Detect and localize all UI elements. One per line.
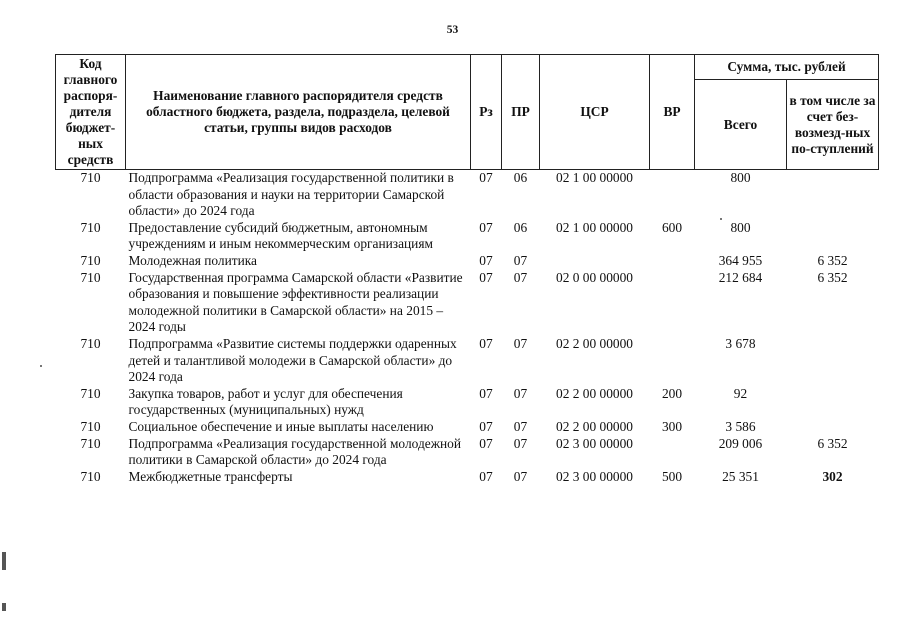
- cell-rz: 07: [479, 335, 493, 351]
- header-name: Наименование главного распорядителя средств областного бюджета, раздела, подраздела, целевой статьи, группы видов расходов: [126, 55, 471, 170]
- budget-table: [55, 54, 879, 485]
- cell-total: 92: [733, 385, 748, 401]
- cell-vr: [650, 336, 695, 386]
- cell-name: Молодежная политика: [128, 252, 258, 268]
- cell-csr: 02 2 00 00000: [556, 385, 633, 401]
- cell-rz: 07: [479, 269, 493, 285]
- cell-total: 3 586: [725, 418, 756, 434]
- cell-total: 800: [730, 219, 751, 235]
- cell-name: Закупка товаров, работ и услуг для обеспечения государственных (муниципальных) нужд: [128, 385, 403, 418]
- header-csr: ЦСР: [540, 55, 650, 170]
- cell-csr: 02 1 00 00000: [556, 219, 633, 235]
- cell-name: Подпрограмма «Реализация государственной молодежной политики в Самарской области» до 2024 года: [128, 435, 461, 468]
- cell-code: 710: [80, 269, 101, 285]
- cell-incl: [787, 220, 879, 253]
- cell-incl: 6 352: [817, 435, 848, 451]
- scan-mark-left-lower: [2, 603, 6, 611]
- cell-pr: 07: [513, 335, 528, 351]
- cell-vr: [650, 170, 695, 220]
- cell-vr: 600: [661, 219, 683, 235]
- cell-pr: 07: [513, 435, 528, 451]
- cell-incl: [787, 386, 879, 419]
- table-row: [56, 270, 879, 336]
- cell-code: 710: [80, 385, 101, 401]
- header-incl: в том числе за счет без-возмезд-ных по-ступлений: [787, 80, 879, 170]
- cell-pr: 06: [513, 219, 528, 235]
- cell-incl: [787, 336, 879, 386]
- table-body: [56, 170, 879, 486]
- cell-name: Предоставление субсидий бюджетным, автономным учреждениям и иным некоммерческим организациям: [128, 219, 433, 252]
- cell-vr: [650, 253, 695, 270]
- cell-rz: 07: [479, 219, 493, 235]
- cell-pr: 07: [513, 252, 528, 268]
- cell-code: 710: [80, 418, 101, 434]
- cell-csr: [540, 253, 650, 270]
- header-pr: ПР: [502, 55, 540, 170]
- cell-total: 212 684: [718, 269, 763, 285]
- table-row: [56, 419, 879, 436]
- table-row: [56, 469, 879, 486]
- header-vr: ВР: [650, 55, 695, 170]
- cell-pr: 06: [513, 170, 528, 185]
- table-row: [56, 220, 879, 253]
- cell-vr: 500: [661, 468, 683, 484]
- cell-rz: 07: [479, 435, 493, 451]
- cell-name: Государственная программа Самарской области «Развитие образования и повышение эффективности реализации молодежной политики в Самарской области» на 2015 – 2024 годы: [128, 269, 463, 335]
- cell-name: Подпрограмма «Реализация государственной политики в области образования и науки на территории Самарской области» до 2024 года: [128, 170, 454, 219]
- cell-total: 25 351: [722, 468, 759, 484]
- cell-code: 710: [80, 170, 101, 185]
- header-code: Код главного распоря-дителя бюджет-ных средств: [56, 55, 126, 170]
- cell-incl: 302: [822, 468, 843, 484]
- table-row: [56, 436, 879, 469]
- cell-name: Подпрограмма «Развитие системы поддержки одаренных детей и талантливой молодежи в Самарской области» до 2024 года: [128, 335, 457, 385]
- cell-vr: [650, 270, 695, 336]
- cell-incl: [787, 170, 879, 220]
- cell-pr: 07: [513, 269, 528, 285]
- cell-rz: 07: [479, 468, 493, 484]
- cell-rz: 07: [479, 385, 493, 401]
- cell-pr: 07: [513, 418, 528, 434]
- cell-rz: 07: [479, 252, 493, 268]
- cell-total: 364 955: [718, 252, 763, 268]
- cell-name: Социальное обеспечение и иные выплаты населению: [128, 418, 434, 434]
- cell-code: 710: [80, 335, 101, 351]
- scan-dot: [40, 365, 42, 367]
- cell-incl: 6 352: [817, 269, 848, 285]
- table-row: [56, 386, 879, 419]
- cell-code: 710: [80, 468, 101, 484]
- cell-total: 3 678: [725, 335, 756, 351]
- cell-csr: 02 3 00 00000: [556, 435, 633, 451]
- scan-dot: [720, 218, 722, 220]
- cell-csr: 02 0 00 00000: [556, 269, 633, 285]
- cell-rz: 07: [479, 170, 493, 185]
- cell-pr: 07: [513, 385, 528, 401]
- cell-csr: 02 2 00 00000: [556, 335, 633, 351]
- cell-name: Межбюджетные трансферты: [128, 468, 293, 484]
- cell-vr: 300: [661, 418, 683, 434]
- scan-mark-left: [2, 552, 6, 570]
- table-header: [56, 55, 879, 170]
- table-row: [56, 170, 879, 220]
- cell-total: 800: [730, 170, 751, 185]
- cell-csr: 02 3 00 00000: [556, 468, 633, 484]
- cell-vr: 200: [661, 385, 683, 401]
- cell-incl: [787, 419, 879, 436]
- header-rz: Рз: [471, 55, 502, 170]
- cell-rz: 07: [479, 418, 493, 434]
- cell-vr: [650, 436, 695, 469]
- header-total: Всего: [695, 80, 787, 170]
- cell-csr: 02 2 00 00000: [556, 418, 633, 434]
- cell-code: 710: [80, 219, 101, 235]
- cell-pr: 07: [513, 468, 528, 484]
- cell-incl: 6 352: [817, 252, 848, 268]
- header-sum: Сумма, тыс. рублей: [695, 55, 879, 80]
- cell-total: 209 006: [718, 435, 763, 451]
- cell-csr: 02 1 00 00000: [556, 170, 633, 185]
- table-row: [56, 253, 879, 270]
- cell-code: 710: [80, 435, 101, 451]
- cell-code: 710: [80, 252, 101, 268]
- page-number: 53: [446, 24, 459, 36]
- table-row: [56, 336, 879, 386]
